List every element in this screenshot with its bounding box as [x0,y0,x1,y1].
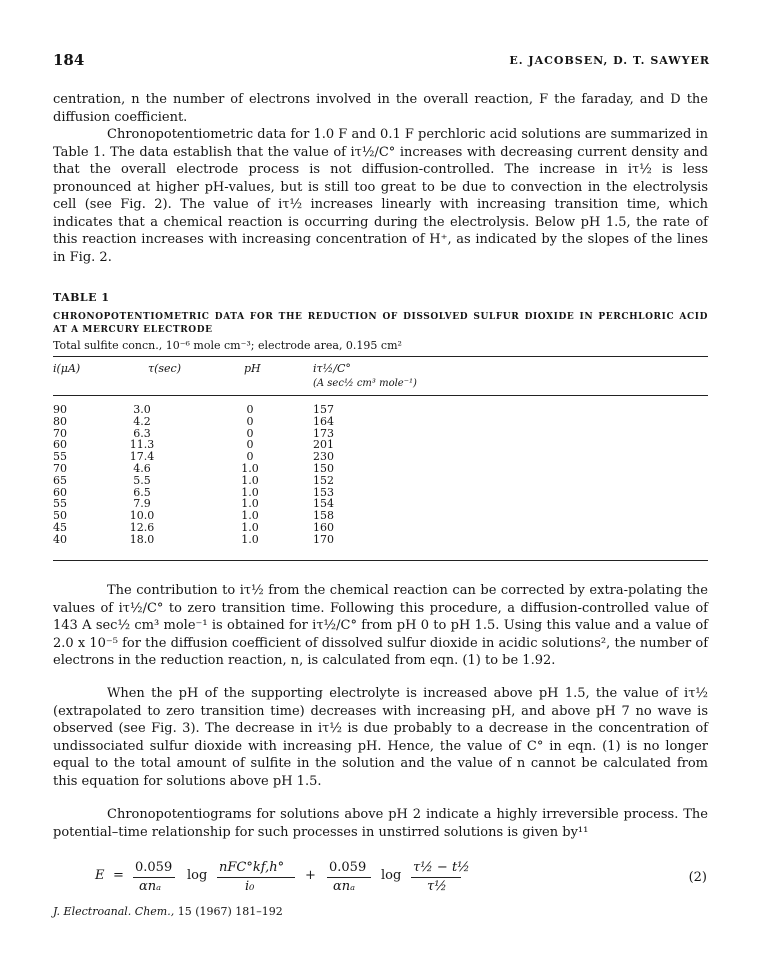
table-cell-ph: 0 [246,426,254,440]
table-top-rule [53,356,708,357]
table-cell-ph: 1.0 [241,485,259,499]
table-cell-ph: 1.0 [241,461,259,475]
table-cell-transition-time: 10.0 [129,509,155,523]
column-transition-time [112,404,172,546]
table-cell-ph: 0 [246,414,254,428]
column-header-ratio-units: (A sec½ cm³ mole⁻¹) [313,378,417,389]
table-cell-ratio: 158 [313,509,334,523]
table-cell-transition-time: 4.2 [133,414,151,428]
table-bottom-rule [53,560,708,561]
equation-numerator-4: τ½ − t½ [413,860,470,875]
fraction-bar-1 [133,877,175,878]
column-header-current: i(μA) [53,362,81,375]
table-cell-ph: 0 [246,403,254,416]
column-header-ph: pH [244,362,261,375]
table-cell-transition-time: 18.0 [129,532,155,546]
table-cell-transition-time: 3.0 [133,403,151,416]
paragraph-2: Chronopotentiometric data for 1.0 F and 0.1 F perchloric acid solutions are summarized in Table 1. The data establish that the value of iτ½/C° increases with decreasing current density and that the overall electrode process is not diffusion-controlled. The increase in iτ½ is less pronounced at higher pH-values, but is still too great to be due to convection in the electrolysis cell (see Fig. 2). The value of iτ½ increases linearly with increasing transition time, which indicates that a chemical reaction is occurring during the electrolysis. Below pH 1.5, the rate of this reaction increases with increasing concentration of H⁺, as indicated by the slopes of the lines in Fig. 2. [53,127,708,265]
fraction-bar-3 [327,877,371,878]
table-caption: CHRONOPOTENTIOMETRIC DATA FOR THE REDUCTION OF DISSOLVED SULFUR DIOXIDE IN PERCHLORIC ACID AT A MERCURY ELECTRODE [53,312,708,335]
table-cell-ph: 0 [246,438,254,452]
equation-denominator-1: αnₐ [139,879,162,894]
equation-numerator-1: 0.059 [135,860,173,875]
running-head: E. JACOBSEN, D. T. SAWYER [509,54,710,67]
table-cell-ratio: 173 [313,426,334,440]
table-header-rule [53,395,708,396]
table-cell-current: 65 [53,473,67,487]
page-number: 184 [53,51,85,69]
table-cell-transition-time: 4.6 [133,461,151,475]
table-cell-current: 70 [53,426,67,440]
table-cell-transition-time: 6.5 [133,485,151,499]
journal-citation [53,905,283,918]
equation-denominator-4: τ½ [427,879,447,894]
table-cell-ratio: 164 [313,414,334,428]
equation-log-2: log [381,868,402,883]
table-cell-current: 60 [53,438,67,452]
table-note: Total sulfite concn., 10⁻⁶ mole cm⁻³; electrode area, 0.195 cm² [53,339,402,352]
table-cell-ph: 1.0 [241,497,259,511]
table-cell-transition-time: 6.3 [133,426,151,440]
equation-equals: = [113,868,124,883]
table-cell-current: 45 [53,520,67,534]
journal-volume-pages: 15 (1967) 181–192 [177,905,283,918]
fraction-bar-2 [217,877,295,878]
table-cell-ratio: 230 [313,450,334,464]
table-cell-ph: 1.0 [241,473,259,487]
journal-name: J. Electroanal. Chem., [53,905,175,918]
table-cell-transition-time: 5.5 [133,473,151,487]
paragraph-5: Chronopotentiograms for solutions above pH 2 indicate a highly irreversible process. The potential–time relationship for such processes in unstirred solutions is given by¹¹ [53,807,708,840]
table-cell-ph: 1.0 [241,509,259,523]
equation-plus: + [305,868,316,883]
table-cell-current: 60 [53,485,67,499]
equation-numerator-3: 0.059 [329,860,367,875]
column-current [53,404,67,546]
column-header-transition-time: τ(sec) [148,362,181,375]
table-cell-current: 50 [53,509,67,523]
table-cell-ratio: 157 [313,403,334,416]
equation-2 [95,860,707,894]
table-cell-transition-time: 17.4 [129,450,155,464]
fraction-bar-4 [411,877,461,878]
equation-log-1: log [187,868,208,883]
column-ph [230,404,270,546]
table-cell-current: 55 [53,497,67,511]
column-header-ratio: iτ½/C° [313,362,351,375]
equation-numerator-2: nFC°kf,h° [219,860,285,875]
table-cell-ratio: 201 [313,438,334,452]
table-cell-current: 80 [53,414,67,428]
paragraph-3: The contribution to iτ½ from the chemical reaction can be corrected by extra-polating the values of iτ½/C° to zero transition time. Following this procedure, a diffusion-controlled value of 143 A sec½ cm³ mole⁻¹ is obtained for iτ½/C° from pH 0 to pH 1.5. Using this value and a value of 2.0 x 10⁻⁵ for the diffusion coefficient of dissolved sulfur dioxide in acidic solutions², the number of electrons in the reduction reaction, n, is calculated from eqn. (1) to be 1.92. [53,583,708,668]
column-ratio [313,404,334,546]
table-cell-ratio: 152 [313,473,334,487]
table-cell-ratio: 153 [313,485,334,499]
table-cell-ratio: 154 [313,497,334,511]
table-cell-transition-time: 11.3 [129,438,155,452]
table-cell-ph: 1.0 [241,520,259,534]
table-label: TABLE 1 [53,291,110,304]
table-cell-current: 40 [53,532,67,546]
equation-lhs: E [95,868,105,883]
equation-denominator-3: αnₐ [333,879,356,894]
table-cell-ratio: 160 [313,520,334,534]
table-cell-transition-time: 12.6 [129,520,155,534]
table-cell-ratio: 150 [313,461,334,475]
table-cell-current: 70 [53,461,67,475]
paragraph-4: When the pH of the supporting electrolyte is increased above pH 1.5, the value of iτ½ (extrapolated to zero transition time) decreases with increasing pH, and above pH 7 no wave is observed (see Fig. 3). The decrease in iτ½ is due probably to a decrease in the concentration of undissociated sulfur dioxide with increasing pH. Hence, the value of C° in eqn. (1) is no longer equal to the total amount of sulfite in the solution and the value of n cannot be calculated from this equation for solutions above pH 1.5. [53,686,708,789]
table-cell-current: 90 [53,403,67,416]
table-cell-ph: 0 [246,450,254,464]
equation-denominator-2: i₀ [245,879,255,894]
paragraph-1: centration, n the number of electrons involved in the overall reaction, F the faraday, and D the diffusion coefficient. [53,92,708,125]
equation-number: (2) [688,870,707,885]
table-cell-ratio: 170 [313,532,334,546]
table-cell-ph: 1.0 [241,532,259,546]
table-cell-transition-time: 7.9 [133,497,151,511]
table-cell-current: 55 [53,450,67,464]
